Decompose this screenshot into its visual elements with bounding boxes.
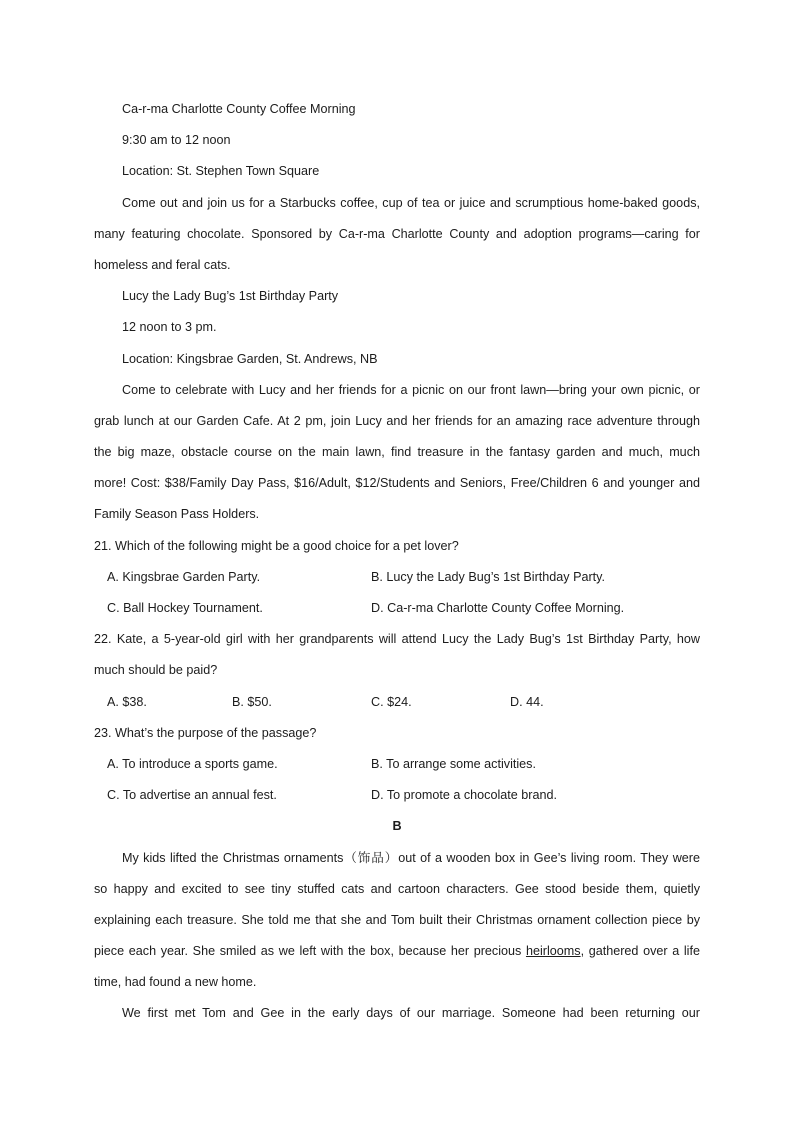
event2-desc-line: grab lunch at our Garden Cafe. At 2 pm, join Lucy and her friends for an amazing race adventure through [94,413,700,428]
section-b-text: , gathered over a life [580,944,700,959]
event2-location: Location: Kingsbrae Garden, St. Andrews, NB [122,351,378,366]
event1-title: Ca-r-ma Charlotte County Coffee Morning [122,102,356,116]
question-22-option-d[interactable]: D. 44. [510,694,544,709]
event2-title: Lucy the Lady Bug’s 1st Birthday Party [122,289,339,304]
event1-location: Location: St. Stephen Town Square [122,164,320,179]
section-b-line: We first met Tom and Gee in the early days of our marriage. Someone had been returning our [122,1006,700,1021]
question-21-options-row1 [94,562,700,593]
question-21-stem: 21. Which of the following might be a good choice for a pet lover? [94,538,459,553]
event1-time: 9:30 am to 12 noon [122,133,231,148]
section-b-title: B [392,819,402,834]
event2-time: 12 noon to 3 pm. [122,320,217,335]
question-23-option-d[interactable]: D. To promote a chocolate brand. [371,788,557,803]
event1-desc-line: Come out and join us for a Starbucks coffee, cup of tea or juice and scrumptious home-baked goods, [122,195,700,210]
question-21-option-b[interactable]: B. Lucy the Lady Bug’s 1st Birthday Party. [371,569,606,584]
event1-desc-line: homeless and feral cats. [94,257,231,272]
event2-desc-line: Come to celebrate with Lucy and her friends for a picnic on our front lawn—bring your own picnic, or [122,382,700,397]
question-21-option-a[interactable]: A. Kingsbrae Garden Party. [107,569,261,584]
question-21-option-d[interactable]: D. Ca-r-ma Charlotte County Coffee Morning. [371,601,625,615]
question-22-stem-line: 22. Kate, a 5-year-old girl with her grandparents will attend Lucy the Lady Bug’s 1st Birthday Party, how [94,632,700,647]
question-22-stem-line: much should be paid? [94,663,218,678]
question-21-option-c[interactable]: C. Ball Hockey Tournament. [107,601,263,615]
question-23-option-c[interactable]: C. To advertise an annual fest. [107,788,277,803]
section-b-line: time, had found a new home. [94,975,257,990]
question-22-option-b[interactable]: B. $50. [232,694,272,709]
event2-desc-line: Family Season Pass Holders. [94,507,260,522]
question-23-option-b[interactable]: B. To arrange some activities. [371,756,536,771]
underlined-word-heirlooms: heirlooms [525,944,581,959]
question-22-option-a[interactable]: A. $38. [107,694,147,709]
section-b-paragraph-1 [94,843,700,999]
event2-desc-line: more! Cost: $38/Family Day Pass, $16/Adult, $12/Students and Seniors, Free/Children 6 and younger and [94,476,700,491]
section-b-line: so happy and excited to see tiny stuffed cats and cartoon characters. Gee stood beside them, quietly [94,881,700,896]
event2-desc-line: the big maze, obstacle course on the main lawn, find treasure in the fantasy garden and much, much [94,445,700,460]
event1-desc-line: many featuring chocolate. Sponsored by Ca-r-ma Charlotte County and adoption programs—caring for [94,226,700,241]
question-22-stem [94,624,700,686]
section-b-line: My kids lifted the Christmas ornaments（饰品）out of a wooden box in Gee’s living room. They were [122,850,700,865]
section-b-text: piece each year. She smiled as we left with the box, because her precious [94,944,526,959]
question-22-options [94,687,700,718]
event1-description [94,188,700,282]
event2-description [94,375,700,531]
question-23-stem: 23. What’s the purpose of the passage? [94,725,317,740]
section-b-paragraph-2 [94,998,700,1029]
question-23-option-a[interactable]: A. To introduce a sports game. [107,756,278,771]
question-21-options-row2 [94,593,700,624]
question-23-options-row1 [94,749,700,780]
question-23-options-row2 [94,780,700,811]
section-b-line-with-underline [94,936,700,967]
document-page [94,94,700,1030]
question-22-option-c[interactable]: C. $24. [371,694,412,709]
section-b-line: explaining each treasure. She told me that she and Tom built their Christmas ornament collection piece by [94,912,700,927]
